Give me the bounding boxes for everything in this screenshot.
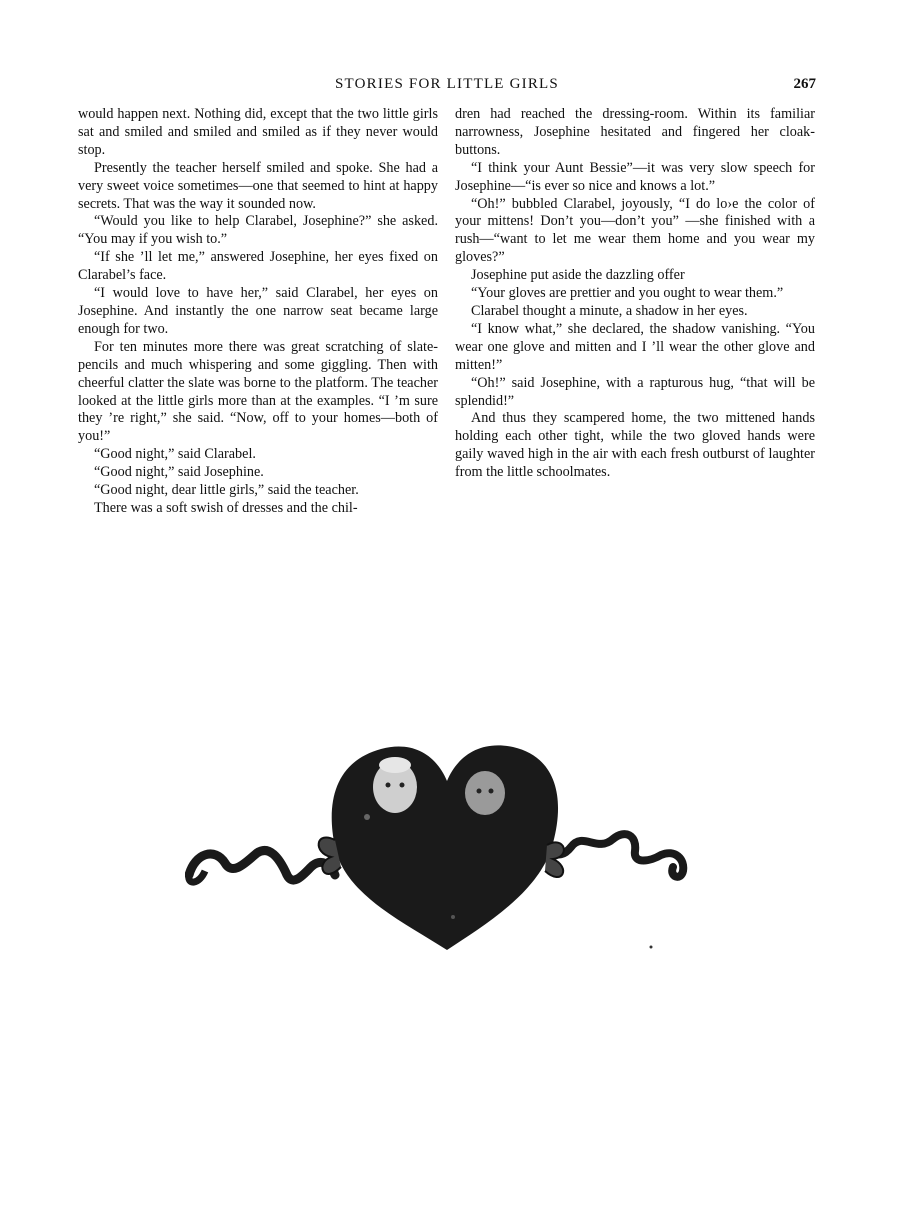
heart-with-ribbons-icon bbox=[185, 735, 710, 960]
paragraph: “Would you like to help Clarabel, Josephine?” she asked. “You may if you wish to.” bbox=[78, 213, 438, 248]
paragraph: “If she ’ll let me,” answered Josephine, her eyes fixed on Clarabel’s face. bbox=[78, 249, 438, 284]
doll-eye bbox=[489, 789, 494, 794]
paragraph: “I know what,” she declared, the shadow vanishing. “You wear one glove and mitten and I ’ll wear the other glove and mitten!” bbox=[455, 320, 815, 373]
paragraph: And thus they scampered home, the two mittened hands holding each other tight, while the two gloved hands were gaily waved high in the air with each fresh outburst of laughter from the little schoolmates. bbox=[455, 410, 815, 481]
paragraph: For ten minutes more there was great scratching of slate-pencils and much whispering and some giggling. Then with cheerful clatter the slate was borne to the platform. The teacher looked at the little girls more than at the examples. “I ’m sure they ’re right,” she said. “Now, off to your homes—both of you!” bbox=[78, 338, 438, 445]
paragraph: “Your gloves are prettier and you ought to wear them.” bbox=[471, 285, 784, 302]
paragraph: There was a soft swish of dresses and the chil- bbox=[94, 499, 358, 516]
right-bow bbox=[545, 842, 564, 877]
paragraph: “I would love to have her,” said Clarabel, her eyes on Josephine. And instantly the one narrow seat became large enough for two. bbox=[78, 285, 438, 337]
paragraph: would happen next. Nothing did, except that the two little girls sat and smiled and smiled and smiled as if they never would stop. bbox=[78, 106, 438, 158]
paragraph: “Oh!” bubbled Clarabel, joyously, “I do lo›e the color of your mittens! Don’t you—don’t you” —she finished with a rush—“want to let me wear them home and you wear my gloves?” bbox=[455, 195, 815, 266]
paragraph: Presently the teacher herself smiled and spoke. She had a very sweet voice sometimes—one that seemed to hint at happy secrets. That was the way it sounded now. bbox=[78, 159, 438, 212]
paragraph: Clarabel thought a minute, a shadow in her eyes. bbox=[471, 302, 748, 319]
speck bbox=[451, 915, 455, 919]
left-ribbon bbox=[189, 850, 335, 880]
paragraph: “Good night,” said Josephine. bbox=[94, 464, 264, 481]
paragraph: “Good night, dear little girls,” said the teacher. bbox=[94, 482, 359, 499]
page-header bbox=[78, 76, 816, 98]
paragraph: dren had reached the dressing-room. Within its familiar narrowness, Josephine hesitated and fingered her cloak-buttons. bbox=[455, 106, 815, 158]
paragraph: “Good night,” said Clarabel. bbox=[94, 446, 256, 463]
speck bbox=[364, 814, 370, 820]
left-column bbox=[78, 106, 438, 518]
paragraph: “I think your Aunt Bessie”—it was very slow speech for Josephine—“is ever so nice and knows a lot.” bbox=[455, 159, 815, 194]
right-column bbox=[455, 106, 815, 482]
running-title: STORIES FOR LITTLE GIRLS bbox=[335, 76, 559, 92]
doll-bonnet-left bbox=[379, 757, 411, 773]
doll-face-right bbox=[465, 771, 505, 815]
speck bbox=[650, 946, 653, 949]
heart-illustration bbox=[185, 735, 710, 960]
doll-eye bbox=[386, 783, 391, 788]
doll-eye bbox=[400, 783, 405, 788]
page-number: 267 bbox=[793, 76, 816, 92]
heart-shape bbox=[332, 745, 558, 950]
paragraph: Josephine put aside the dazzling offer bbox=[471, 267, 685, 284]
doll-eye bbox=[477, 789, 482, 794]
paragraph: “Oh!” said Josephine, with a rapturous hug, “that will be splendid!” bbox=[455, 374, 815, 409]
